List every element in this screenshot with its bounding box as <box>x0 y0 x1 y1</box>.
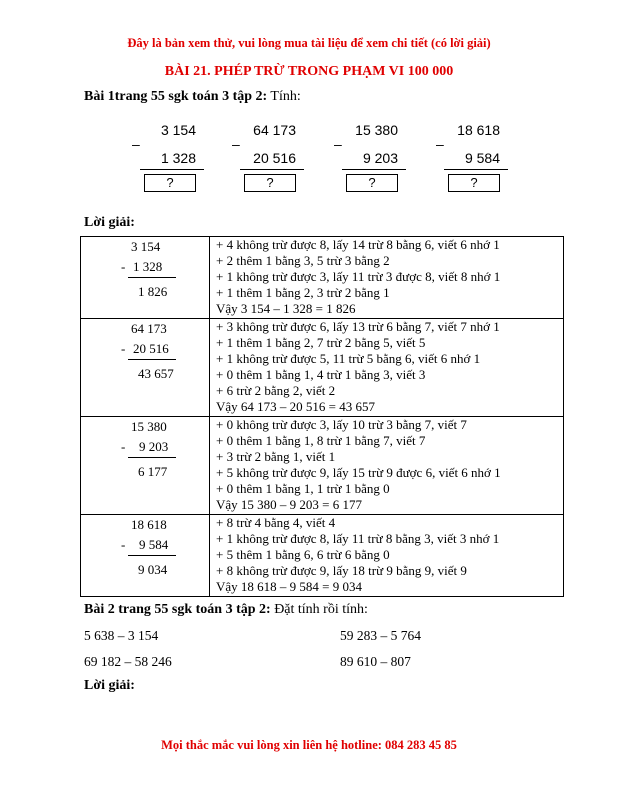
step-line: Vậy 18 618 – 9 584 = 9 034 <box>216 579 362 594</box>
answer-box: ? <box>346 174 398 192</box>
subtrahend: 20 516 <box>133 341 169 356</box>
answer-box: ? <box>244 174 296 192</box>
step-line: + 1 không trừ được 5, 11 trừ 5 bằng 6, viết 6 nhớ 1 <box>216 351 481 366</box>
step-line: + 0 thêm 1 bằng 1, 1 trừ 1 bằng 0 <box>216 481 390 496</box>
explanation-cell <box>210 237 564 319</box>
minus-sign: – <box>132 136 140 152</box>
exercise-2-item: 89 610 – 807 <box>340 654 411 669</box>
step-line: + 5 không trừ được 9, lấy 15 trừ 9 được 6, viết 6 nhớ 1 <box>216 465 501 480</box>
difference: 9 034 <box>138 562 168 577</box>
difference: 1 826 <box>138 284 168 299</box>
table-row <box>81 237 564 319</box>
explanation-cell <box>210 319 564 417</box>
minus-sign: – <box>436 136 444 152</box>
explanation-cell <box>210 417 564 515</box>
footer-hotline: Mọi thắc mắc vui lòng xin liên hệ hotline: 084 283 45 85 <box>161 738 457 752</box>
exercise-2-heading <box>84 602 368 618</box>
step-line: Vậy 64 173 – 20 516 = 43 657 <box>216 399 375 414</box>
subtrahend: 9 584 <box>139 537 169 552</box>
table-row <box>81 515 564 597</box>
step-line: Vậy 3 154 – 1 328 = 1 826 <box>216 301 356 316</box>
result-rule <box>128 457 176 458</box>
calculation-cell <box>81 319 210 417</box>
subtrahend: 20 516 <box>253 150 296 166</box>
step-line: + 8 trừ 4 bằng 4, viết 4 <box>216 515 336 530</box>
minuend: 15 380 <box>355 122 398 138</box>
step-line: + 2 thêm 1 bằng 3, 5 trừ 3 bằng 2 <box>216 253 390 268</box>
solution-1-label: Lời giải: <box>84 215 135 230</box>
step-line: + 0 thêm 1 bằng 1, 4 trừ 1 bằng 3, viết 3 <box>216 367 426 382</box>
step-line: + 4 không trừ được 8, lấy 14 trừ 8 bằng 6, viết 6 nhớ 1 <box>216 237 500 252</box>
exercise-2-item: 69 182 – 58 246 <box>84 654 172 669</box>
answer-box: ? <box>448 174 500 192</box>
subtrahend: 9 203 <box>362 150 398 166</box>
result-rule <box>128 277 176 278</box>
minuend: 15 380 <box>131 419 167 434</box>
subtrahend: 9 203 <box>139 439 169 454</box>
minuend: 3 154 <box>131 239 161 254</box>
minuend: 64 173 <box>253 122 296 138</box>
exercise-1-heading <box>84 89 301 105</box>
step-line: + 1 thêm 1 bằng 2, 3 trừ 2 bằng 1 <box>216 285 390 300</box>
minus-sign: - <box>121 537 126 552</box>
exercise-2-instruction: Đặt tính rồi tính: <box>270 602 368 617</box>
step-line: + 1 không trừ được 8, lấy 11 trừ 8 bằng 3, viết 3 nhớ 1 <box>216 531 500 546</box>
minus-sign: - <box>121 341 126 356</box>
minus-sign: – <box>232 136 240 152</box>
difference: 6 177 <box>138 464 168 479</box>
answer-box: ? <box>144 174 196 192</box>
minuend: 3 154 <box>160 122 196 138</box>
step-line: + 3 không trừ được 6, lấy 13 trừ 6 bằng 7, viết 7 nhớ 1 <box>216 319 500 334</box>
result-rule <box>240 169 304 170</box>
solution-2-label: Lời giải: <box>84 678 135 693</box>
exercise-1-label: Bài 1trang 55 sgk toán 3 tập 2: <box>84 89 268 104</box>
subtrahend: 1 328 <box>160 150 196 166</box>
step-line: + 5 thêm 1 bằng 6, 6 trừ 6 bằng 0 <box>216 547 390 562</box>
calculation-cell <box>81 237 210 319</box>
exercise-1-instruction: Tính: <box>267 89 301 104</box>
minuend: 18 618 <box>131 517 167 532</box>
step-line: Vậy 15 380 – 9 203 = 6 177 <box>216 497 362 512</box>
page-title: BÀI 21. PHÉP TRỪ TRONG PHẠM VI 100 000 <box>164 64 454 79</box>
exercise-2-label: Bài 2 trang 55 sgk toán 3 tập 2: <box>84 602 271 617</box>
minus-sign: - <box>121 439 126 454</box>
result-rule <box>140 169 204 170</box>
minuend: 64 173 <box>131 321 167 336</box>
explanation-cell <box>210 515 564 597</box>
table-row <box>81 319 564 417</box>
step-line: + 1 không trừ được 3, lấy 11 trừ 3 được 8, viết 8 nhớ 1 <box>216 269 501 284</box>
result-rule <box>444 169 508 170</box>
exercise-2-item: 59 283 – 5 764 <box>340 628 421 643</box>
solution-table <box>80 236 564 597</box>
exercise-2-item: 5 638 – 3 154 <box>84 628 159 643</box>
minus-sign: – <box>334 136 342 152</box>
preview-banner: Đây là bản xem thử, vui lòng mua tài liệu để xem chi tiết (có lời giải) <box>127 36 491 50</box>
step-line: + 6 trừ 2 bằng 2, viết 2 <box>216 383 336 398</box>
step-line: + 3 trừ 2 bằng 1, viết 1 <box>216 449 336 464</box>
table-row <box>81 417 564 515</box>
calculation-cell <box>81 417 210 515</box>
minus-sign: - <box>121 259 126 274</box>
step-line: + 1 thêm 1 bằng 2, 7 trừ 2 bằng 5, viết 5 <box>216 335 426 350</box>
subtrahend: 1 328 <box>133 259 163 274</box>
step-line: + 0 không trừ được 3, lấy 10 trừ 3 bằng 7, viết 7 <box>216 417 467 432</box>
step-line: + 8 không trừ được 9, lấy 18 trừ 9 bằng 9, viết 9 <box>216 563 467 578</box>
result-rule <box>128 359 176 360</box>
calculation-cell <box>81 515 210 597</box>
subtrahend: 9 584 <box>464 150 500 166</box>
result-rule <box>128 555 176 556</box>
minuend: 18 618 <box>457 122 500 138</box>
result-rule <box>342 169 406 170</box>
step-line: + 0 thêm 1 bằng 1, 8 trừ 1 bằng 7, viết 7 <box>216 433 426 448</box>
difference: 43 657 <box>138 366 174 381</box>
